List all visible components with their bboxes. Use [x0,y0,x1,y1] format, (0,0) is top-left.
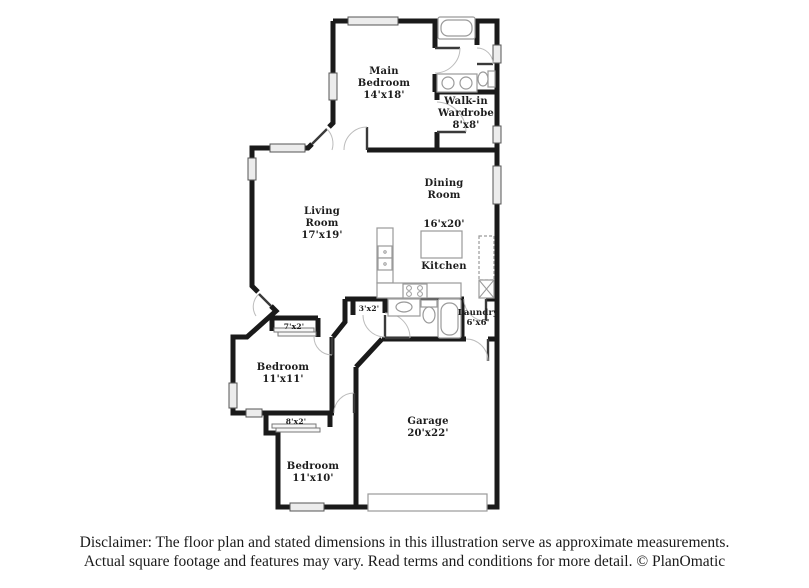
master-vanity [437,74,477,92]
label-dining-room-size: 16'x20' [423,219,465,230]
label-main-bedroom-size: 14'x18' [363,90,405,101]
main-bedroom-double-door [312,127,367,150]
label-wardrobe-2: Wardrobe [438,108,494,119]
label-garage: Garage [407,416,449,427]
label-bedroom-11x11-size: 11'x11' [262,374,304,385]
master-bath-door [435,48,460,73]
master-bathtub [438,17,475,39]
label-dining-room: Dining [424,178,464,189]
hall-bath-toilet [421,300,437,323]
window-living-top [270,144,305,152]
closet-3x2-door [363,315,385,337]
label-closet-3x2: 3'x2' [358,304,380,313]
window-main-bedroom-left [329,73,337,100]
label-bedroom-11x11: Bedroom [256,362,310,373]
window-main-bedroom-top [348,17,398,25]
label-kitchen: Kitchen [421,261,467,272]
window-bedroom11x10-bottom [290,503,324,511]
toilet-room-door [477,48,493,64]
hall-bath-door [385,313,410,338]
label-closet-8x2: 8'x2' [285,417,307,426]
label-garage-size: 20'x22' [407,428,449,439]
label-bedroom-11x10-size: 11'x10' [292,473,334,484]
label-wardrobe-size: 8'x8' [452,120,480,131]
label-living-room-2: Room [305,218,339,229]
disclaimer-line-2: Actual square footage and features may vary. Read terms and conditions for more detail. © PlanOmatic [83,553,726,570]
window-toilet-right [493,45,501,63]
laundry-garage-door [466,339,488,361]
label-main-bedroom: Main [369,66,399,77]
label-living-room-size: 17'x19' [301,230,343,241]
window-dining-right [493,166,501,204]
label-dining-room-2: Room [427,190,461,201]
window-wardrobe-right [493,126,501,143]
garage-door [368,494,487,511]
label-laundry-size: 6'x6' [466,318,490,328]
bedroom-11x10-door [334,393,354,413]
kitchen-island [421,231,462,258]
label-laundry: Laundry [457,308,499,318]
window-bedroom11x11-left [229,383,237,408]
stove [403,284,427,298]
window-living-left [248,158,256,180]
window-bedroom11x11-bottom [246,409,262,417]
disclaimer-line-1: Disclaimer: The floor plan and stated dimensions in this illustration serve as approximate measurements. [79,534,730,551]
label-wardrobe: Walk-in [444,96,488,107]
hall-bath-vanity [388,299,420,316]
front-door [253,294,271,316]
label-closet-7x2: 7'x2' [283,322,305,331]
bedroom-11x11-door [314,337,332,355]
label-living-room: Living [304,206,340,217]
label-main-bedroom-2: Bedroom [357,78,411,89]
disclaimer [0,533,809,571]
hall-bathtub [438,299,461,338]
pantry-cabinet [479,236,494,298]
master-toilet [478,71,495,87]
label-bedroom-11x10: Bedroom [286,461,340,472]
